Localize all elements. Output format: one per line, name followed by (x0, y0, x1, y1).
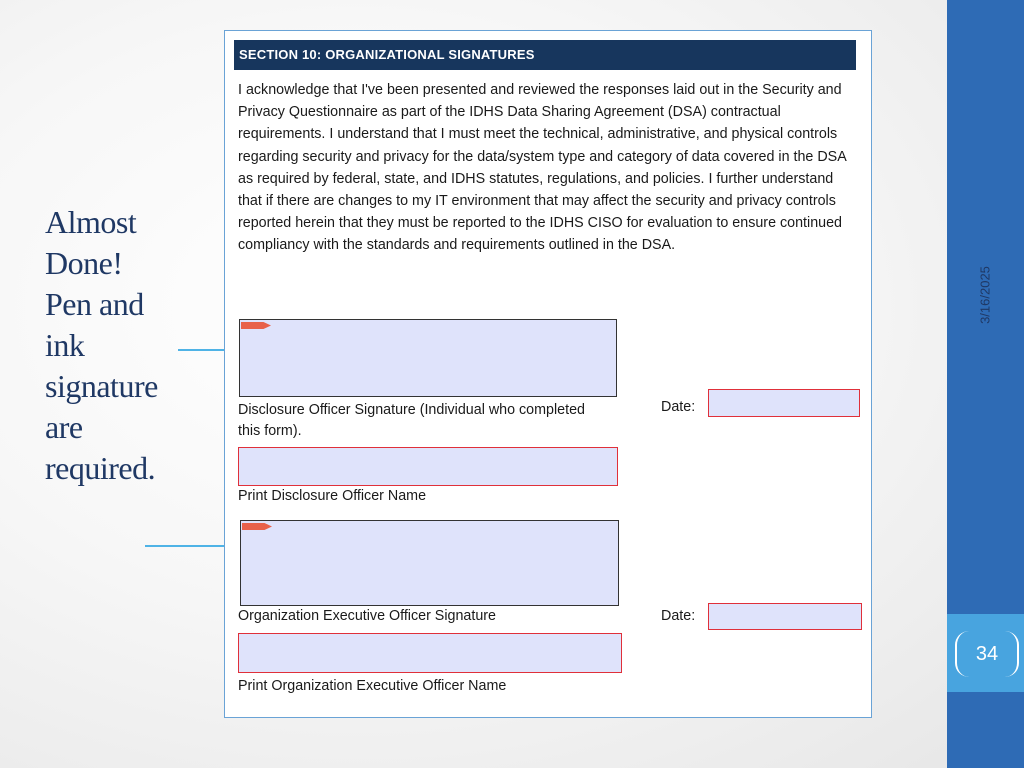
page-number: 34 (955, 631, 1019, 677)
title-line: are (45, 409, 83, 445)
disclosure-name-field[interactable] (238, 447, 618, 486)
slide-title (45, 202, 215, 489)
sign-here-tag-icon (242, 523, 272, 530)
signature-form (224, 30, 872, 718)
acknowledgement-text: I acknowledge that I've been presented and reviewed the responses laid out in the Security and Privacy Questionnaire as part of the IDHS Data Sharing Agreement (DSA) contractual requirements. I understand that I must meet the technical, administrative, and physical controls regarding security and privacy for the data/system type and category of data covered in the DSA as required by federal, state, and IDHS statutes, regulations, and policies. I further understand that if there are changes to my IT environment that may affect the security and privacy controls reported herein that they must be reported to the IDHS CISO for evaluation to ensure continued compliancy with the standards and requirements outlined in the DSA. (238, 82, 846, 254)
title-line: Done! (45, 245, 123, 281)
date-label: Date: (661, 399, 696, 415)
sign-here-tag-icon (241, 322, 271, 329)
disclosure-date-field[interactable] (708, 389, 860, 417)
title-line: required. (45, 450, 156, 486)
print-disclosure-label: Print Disclosure Officer Name (238, 488, 427, 504)
exec-signature-field[interactable] (240, 520, 619, 606)
exec-date-field[interactable] (708, 603, 862, 630)
title-line: signature (45, 368, 158, 404)
disclosure-signature-field[interactable] (239, 319, 617, 397)
title-line: Pen and (45, 286, 144, 322)
slide-date: 3/16/2025 (977, 266, 993, 324)
exec-signature-label: Organization Executive Officer Signature (238, 608, 497, 624)
title-line: Almost (45, 204, 137, 240)
date-label: Date: (661, 608, 696, 624)
title-line: ink (45, 327, 85, 363)
exec-name-field[interactable] (238, 633, 622, 673)
section-heading: SECTION 10: ORGANIZATIONAL SIGNATURES (234, 40, 856, 70)
print-exec-label: Print Organization Executive Officer Name (238, 678, 507, 694)
disclosure-signature-label: Disclosure Officer Signature (Individual who completed this form). (238, 402, 585, 439)
